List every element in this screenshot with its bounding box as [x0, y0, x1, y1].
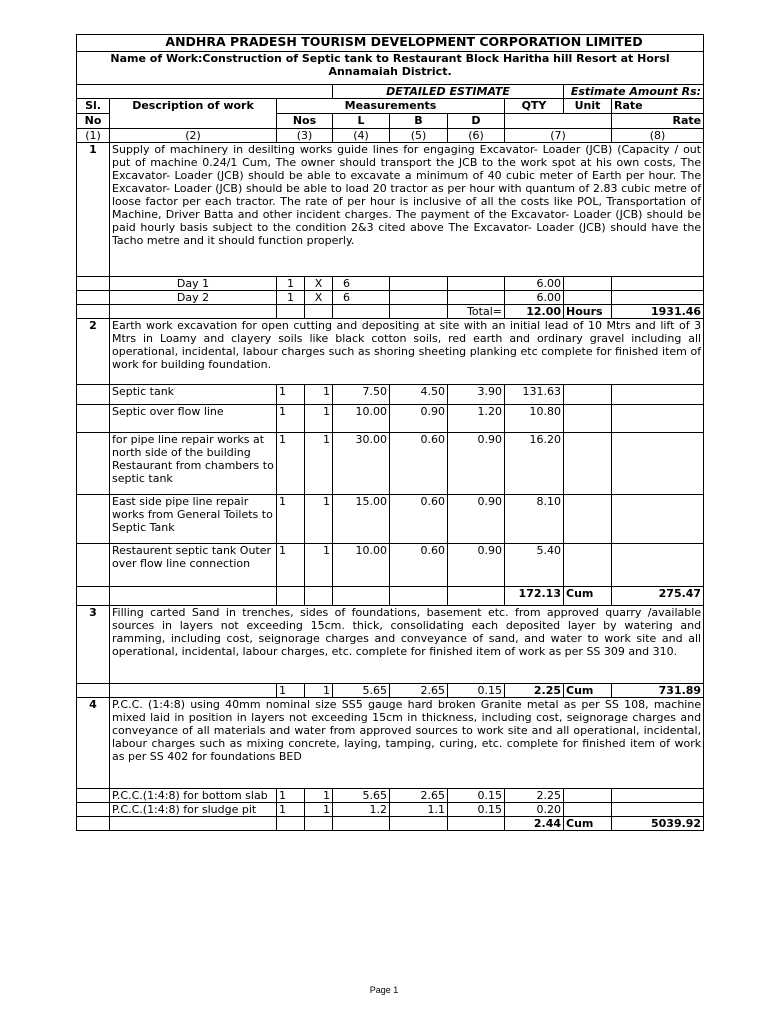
item-4-row-2-x: 1 — [305, 803, 333, 817]
table-row — [77, 385, 704, 405]
item-4-row-1-qty: 2.25 — [505, 789, 564, 803]
item-2-row-2-qty: 10.80 — [505, 405, 564, 433]
col-num-2: (2) — [110, 129, 277, 143]
item-3-sl: 3 — [77, 606, 110, 684]
org-title: ANDHRA PRADESH TOURISM DEVELOPMENT CORPORATION LIMITED — [77, 35, 704, 52]
item-1-row-2-desc: Day 2 — [110, 291, 277, 305]
item-1-row-1-l: 6 — [333, 277, 390, 291]
item-4-total-qty: 2.44 — [505, 817, 564, 831]
page-number: Page 1 — [369, 985, 399, 995]
item-3-qty: 2.25 — [505, 684, 564, 698]
item-2-row-1-desc: Septic tank — [110, 385, 277, 405]
item-2-row-3-desc: for pipe line repair works at north side of the building Restaurant from chambers to septic tank — [110, 433, 277, 495]
item-1-row-2-qty: 6.00 — [505, 291, 564, 305]
detailed-estimate-label: DETAILED ESTIMATE — [333, 85, 564, 99]
item-2-row-3-b: 0.60 — [390, 433, 448, 495]
item-1-sl: 1 — [77, 143, 110, 277]
item-2-row-2-nos: 1 — [277, 405, 305, 433]
item-2-row-5-x: 1 — [305, 544, 333, 587]
item-4-row-1-b: 2.65 — [390, 789, 448, 803]
item-4-row-2-b: 1.1 — [390, 803, 448, 817]
item-2-row-5-b: 0.60 — [390, 544, 448, 587]
table-row — [77, 433, 704, 495]
item-1-row-2-x: X — [305, 291, 333, 305]
item-3-d: 0.15 — [448, 684, 505, 698]
item-3-rate: 731.89 — [612, 684, 704, 698]
item-2-row-1-d: 3.90 — [448, 385, 505, 405]
item-3-nos: 1 — [277, 684, 305, 698]
table-row — [77, 291, 704, 305]
item-2-row-4-b: 0.60 — [390, 495, 448, 544]
item-1-row-1-nos: 1 — [277, 277, 305, 291]
col-num-1: (1) — [77, 129, 110, 143]
item-2-row-5-l: 10.00 — [333, 544, 390, 587]
col-description: Description of work — [110, 99, 277, 129]
col-d: D — [448, 114, 505, 129]
item-2-row-1-b: 4.50 — [390, 385, 448, 405]
item-2-row-2-b: 0.90 — [390, 405, 448, 433]
col-no: No — [77, 114, 110, 129]
item-2-row-4-x: 1 — [305, 495, 333, 544]
table-row — [77, 495, 704, 544]
table-row — [77, 803, 704, 817]
item-3-x: 1 — [305, 684, 333, 698]
item-2-total-row — [77, 587, 704, 606]
item-2-row-5-nos: 1 — [277, 544, 305, 587]
col-num-4: (4) — [333, 129, 390, 143]
item-2-row-2-d: 1.20 — [448, 405, 505, 433]
table-row — [77, 544, 704, 587]
item-1-row-2-l: 6 — [333, 291, 390, 305]
col-num-5: (5) — [390, 129, 448, 143]
item-2-row-1-nos: 1 — [277, 385, 305, 405]
item-2-row-4-qty: 8.10 — [505, 495, 564, 544]
item-2-row-2-l: 10.00 — [333, 405, 390, 433]
item-3-l: 5.65 — [333, 684, 390, 698]
name-of-work-line1: Name of Work:Construction of Septic tank to Restaurant Block Haritha hill Resort at Horsl — [110, 52, 670, 65]
item-4-total-row — [77, 817, 704, 831]
item-4-unit: Cum — [564, 817, 612, 831]
item-2-row-4-nos: 1 — [277, 495, 305, 544]
col-l: L — [333, 114, 390, 129]
col-num-8: (8) — [612, 129, 704, 143]
col-num-6: (6) — [448, 129, 505, 143]
item-2-row-5-d: 0.90 — [448, 544, 505, 587]
name-of-work-line2: Annamaiah District. — [328, 65, 452, 78]
item-4-row-1-d: 0.15 — [448, 789, 505, 803]
item-2-row-3-x: 1 — [305, 433, 333, 495]
item-1-unit: Hours — [564, 305, 612, 319]
item-2-sl: 2 — [77, 319, 110, 385]
item-1-row-1-qty: 6.00 — [505, 277, 564, 291]
item-2-row-1-x: 1 — [305, 385, 333, 405]
item-4-row-2-nos: 1 — [277, 803, 305, 817]
item-4-description: P.C.C. (1:4:8) using 40mm nominal size SS5 gauge hard broken Granite metal as per SS 108, machine mixed laid in position in layers not exceeding 15cm in thickness, including cost, seignorage charges and conveyance of all materials and water from approved sources to work site and all operational, incidental, labour charges such as mixing concrete, laying, tamping, curing, etc. complete for finished item of work as per SS 402 for foundations BED — [110, 698, 704, 789]
col-unit: Unit — [564, 99, 612, 114]
table-row — [77, 405, 704, 433]
item-4-row-1-x: 1 — [305, 789, 333, 803]
item-4-sl: 4 — [77, 698, 110, 789]
item-2-row-5-desc: Restaurent septic tank Outer over flow line connection — [110, 544, 277, 587]
item-3-row — [77, 684, 704, 698]
estimate-sheet — [76, 34, 703, 831]
item-2-row-4-l: 15.00 — [333, 495, 390, 544]
item-2-row-2-x: 1 — [305, 405, 333, 433]
col-qty: QTY — [505, 99, 564, 114]
item-3-unit: Cum — [564, 684, 612, 698]
col-rate: Rate — [612, 99, 704, 114]
item-4-row-1-nos: 1 — [277, 789, 305, 803]
item-1-row-1-x: X — [305, 277, 333, 291]
item-2-row-1-l: 7.50 — [333, 385, 390, 405]
item-3-b: 2.65 — [390, 684, 448, 698]
item-2-row-3-nos: 1 — [277, 433, 305, 495]
estimate-amount-label: Estimate Amount Rs: — [564, 85, 704, 99]
item-2-row-2-desc: Septic over flow line — [110, 405, 277, 433]
item-4-row-1-desc: P.C.C.(1:4:8) for bottom slab — [110, 789, 277, 803]
table-row — [77, 277, 704, 291]
item-1-total-label: Total= — [448, 305, 505, 319]
item-2-row-3-d: 0.90 — [448, 433, 505, 495]
item-1-row-2-nos: 1 — [277, 291, 305, 305]
item-2-row-1-qty: 131.63 — [505, 385, 564, 405]
item-1-total-row — [77, 305, 704, 319]
name-of-work — [77, 52, 704, 85]
item-1-description: Supply of machinery in desilting works guide lines for engaging Excavator- Loader (JCB) (Capacity / out put of machine 0.24/1 Cum, The owner should transport the JCB to the work spot at his own costs, The Excavator- Loader (JCB) should be able to excavate a minimum of 40 cubic meter of Earth per hour. The Excavator- Loader (JCB) should be able to load 20 tractor as per hour with quantum of 2.83 cubic metre of loose factor per each tractor. The rate of per hour is inclusive of all the costs like POL, Transportation of Machine, Driver Batta and other incident charges. The payment of the Excavator- Loader (JCB) should be paid hourly basis subject to the condition 2&3 cited above The Excavator- Loader (JCB) should have the Tacho metre and it should function properly. — [110, 143, 704, 277]
item-4-rate: 5039.92 — [612, 817, 704, 831]
col-rate-2: Rate — [612, 114, 704, 129]
table-row — [77, 789, 704, 803]
item-2-rate: 275.47 — [612, 587, 704, 606]
item-2-row-5-qty: 5.40 — [505, 544, 564, 587]
item-3-description: Filling carted Sand in trenches, sides of foundations, basement etc. from approved quarry /available sources in layers not exceeding 15cm. thick, consolidating each deposited layer by watering and ramming, including cost, seignorage charges and conveyance of sand, and water to work site and all operational, incidental, labour charges, etc. complete for finished item of work as per SS 309 and 310. — [110, 606, 704, 684]
item-2-row-4-d: 0.90 — [448, 495, 505, 544]
item-4-row-2-d: 0.15 — [448, 803, 505, 817]
item-4-row-2-qty: 0.20 — [505, 803, 564, 817]
item-4-row-2-l: 1.2 — [333, 803, 390, 817]
item-4-row-2-desc: P.C.C.(1:4:8) for sludge pit — [110, 803, 277, 817]
col-b: B — [390, 114, 448, 129]
item-2-row-3-qty: 16.20 — [505, 433, 564, 495]
item-2-row-4-desc: East side pipe line repair works from General Toilets to Septic Tank — [110, 495, 277, 544]
item-4-row-1-l: 5.65 — [333, 789, 390, 803]
item-2-unit: Cum — [564, 587, 612, 606]
item-2-description: Earth work excavation for open cutting and depositing at site with an initial lead of 10 Mtrs and lift of 3 Mtrs in Loamy and clayery soils like black cotton soils, red earth and ordinary gravel including all operational, incidental, labour charges such as shoring sheeting planking etc complete for finished item of work for building foundation. — [110, 319, 704, 385]
item-2-row-3-l: 30.00 — [333, 433, 390, 495]
col-num-3: (3) — [277, 129, 333, 143]
item-2-total-qty: 172.13 — [505, 587, 564, 606]
item-1-rate: 1931.46 — [612, 305, 704, 319]
col-nos: Nos — [277, 114, 333, 129]
col-sl: Sl. — [77, 99, 110, 114]
item-1-row-1-desc: Day 1 — [110, 277, 277, 291]
estimate-table — [76, 34, 704, 831]
item-1-total-qty: 12.00 — [505, 305, 564, 319]
col-measurements: Measurements — [277, 99, 505, 114]
col-num-7: (7) — [505, 129, 612, 143]
